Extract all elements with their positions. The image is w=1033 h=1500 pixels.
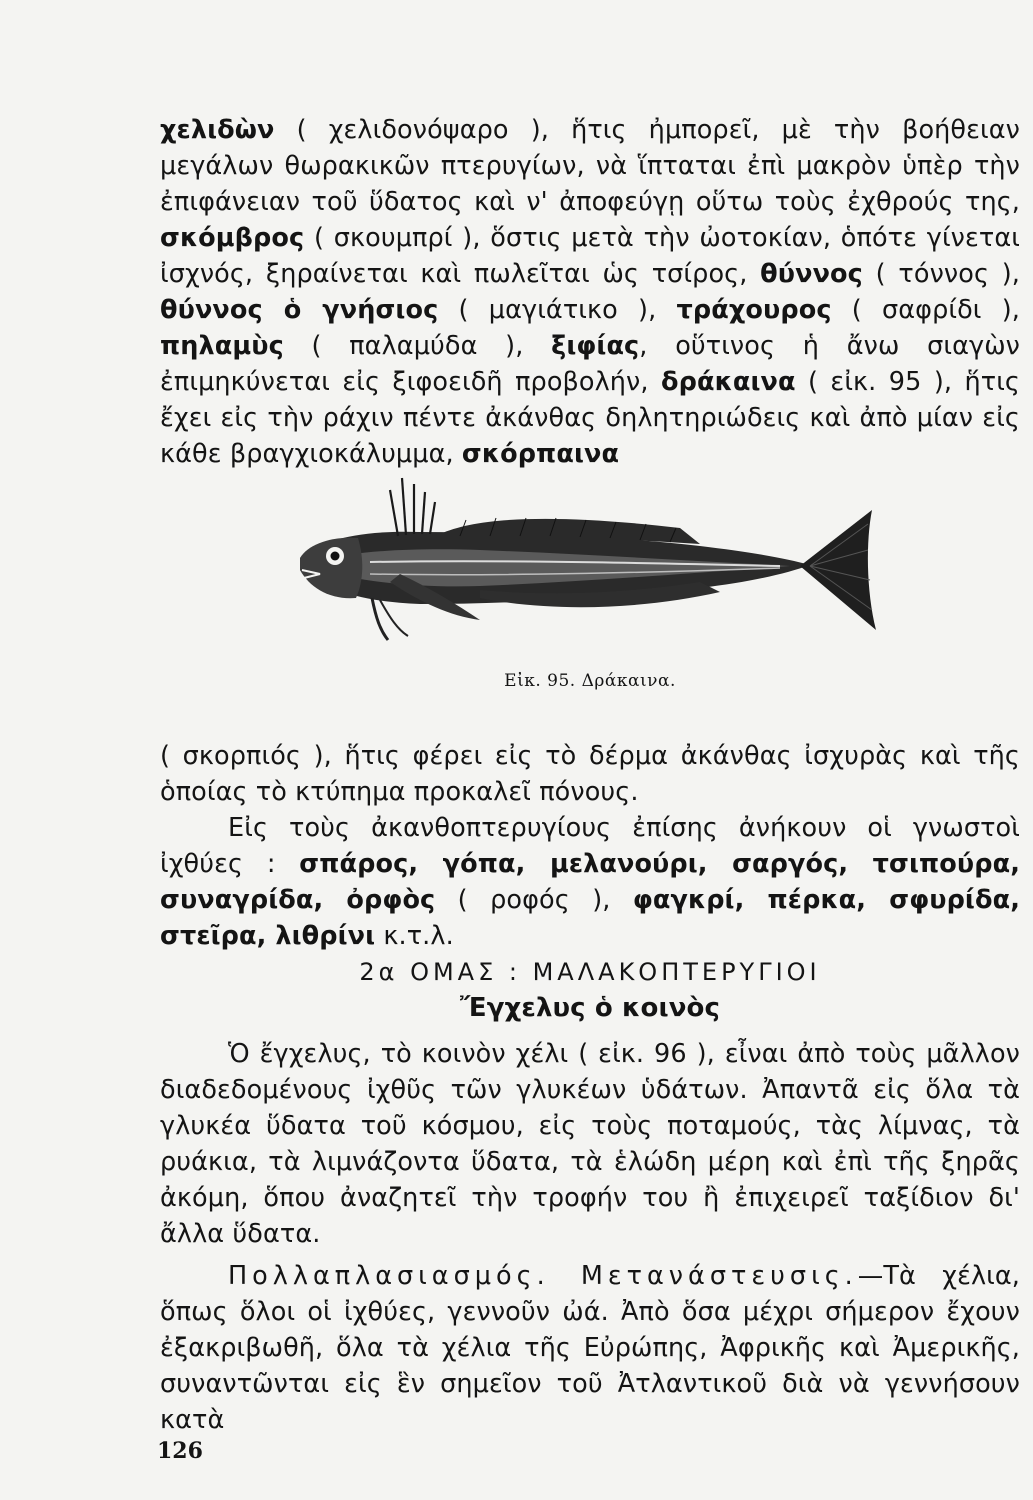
term-thynnos-gnisios: θύννος ὁ γνήσιος [160,295,439,325]
text-run: Εἰς τοὺς ἀκανθοπτερυγίους ἐπίσης ἀνήκουν οἱ γνωστοὶ ἰχθύες : [160,813,1020,879]
text-run: ( εἰκ. 95 ), ἥτις ἔχει εἰς τὴν ράχιν πέντε ἀκάνθας δηλητηριώδεις καὶ ἀπὸ μίαν εἰς κάθε βραγχιοκάλυμμα, [160,367,1021,469]
subsection-heading: Ἔγχελυς ὁ κοινὸς [460,993,720,1023]
paragraph-reproduction [160,1258,1020,1438]
term-thynnos: θύννος [760,259,863,289]
text-block-top [160,112,1020,472]
term-skorpaina: σκόρπαινα [461,439,620,469]
figure-caption: Εἰκ. 95. Δράκαινα. [504,671,676,691]
fish-list-bold-1: σπάρος, γόπα, μελανούρι, σαργός, τσιπούρα, συναγρίδα, ὀρφὸς [160,849,1020,915]
spaced-heading: Πολλαπλασιασμός. Μετανάστευσις. [228,1261,858,1291]
text-run: ( ροφός ), [435,885,633,915]
text-run: ( σαφρίδι ), [831,295,1020,325]
page-number: 126 [157,1438,203,1464]
text-run: ( παλαμύδα ), [283,331,552,361]
paragraph-skorpios: ( σκορπιός ), ἥτις φέρει εἰς τὸ δέρμα ἀκάνθας ἰσχυρὰς καὶ τῆς ὁποίας τὸ κτύπημα προκαλεῖ πόνους. [160,741,1020,807]
text-run: ( χελιδονόψαρο ), ἥτις ἠμπορεῖ, μὲ τὴν βοήθειαν μεγάλων θωρακικῶν πτερυγίων, νὰ ἵπταται ἐπὶ μακρὸν ὑπὲρ τὴν ἐπιφάνειαν τοῦ ὕδατος καὶ ν' ἀποφεύγῃ οὕτω τοὺς ἐχθρούς της, [160,115,1020,217]
term-drakaina: δράκαινα [661,367,796,397]
section-heading: 2α ΟΜΑΣ : ΜΑΛΑΚΟΠΤΕΡΥΓΙΟΙ [359,958,821,986]
paragraph-eel: Ὁ ἔγχελυς, τὸ κοινὸν χέλι ( εἰκ. 96 ), εἶναι ἀπὸ τοὺς μᾶλλον διαδεδομένους ἰχθῦς τῶν γλυκέων ὑδάτων. Ἀπαντᾶ εἰς ὅλα τὰ γλυκέα ὕδατα τοῦ κόσμου, εἰς τοὺς ποταμούς, τὰς λίμνας, τὰ ρυάκια, τὰ λιμνάζοντα ὕδατα, τὰ ἑλώδη μέρη καὶ ἐπὶ τῆς ξηρᾶς ἀκόμη, ὅπου ἀναζητεῖ τὴν τροφήν του ἢ ἐπιχειρεῖ ταξίδιον δι' ἄλλα ὕδατα. [160,1039,1020,1249]
text-run: , οὕτινος ἡ ἄνω σιαγὼν ἐπιμηκύνεται εἰς ξιφοειδῆ προβολήν, [160,331,1020,397]
term-chelidon: χελιδὼν [160,115,275,145]
term-pilamys: πηλαμὺς [160,331,284,361]
text-run: —Τὰ χέλια, ὅπως ὅλοι οἱ ἰχθύες, γεννοῦν ὠά. Ἀπὸ ὅσα μέχρι σήμερον ἔχουν ἐξακριβωθῆ, ὅλα τὰ χέλια τῆς Εὐρώπης, Ἀφρικῆς καὶ Ἀμερικῆς, συναντῶνται εἰς ἓν σημεῖον τοῦ Ἀτλαντικοῦ διὰ νὰ γεννήσουν κατὰ [160,1261,1020,1435]
text-run: ( τόννος ), [862,259,1021,289]
fish-list-bold-2: φαγκρί, πέρκα, σφυρίδα, στεῖρα, λιθρίνι [160,885,1020,951]
text-run: ( σκουμπρί ), ὅστις μετὰ τὴν ὠοτοκίαν, ὁπότε γίνεται ἰσχνός, ξηραίνεται καὶ πωλεῖται ὡς τσίρος, [160,223,1020,289]
term-xifias: ξιφίας [551,331,640,361]
fish-illustration [280,470,900,650]
term-skombros: σκόμβρος [160,223,305,253]
text-run: ( μαγιάτικο ), [438,295,677,325]
paragraph-fish-list [160,112,1020,472]
term-trachouros: τράχουρος [676,295,832,325]
text-run: κ.τ.λ. [375,921,454,951]
paragraph-akanthopterygii [160,810,1020,954]
text-block-bottom [160,738,1020,1438]
